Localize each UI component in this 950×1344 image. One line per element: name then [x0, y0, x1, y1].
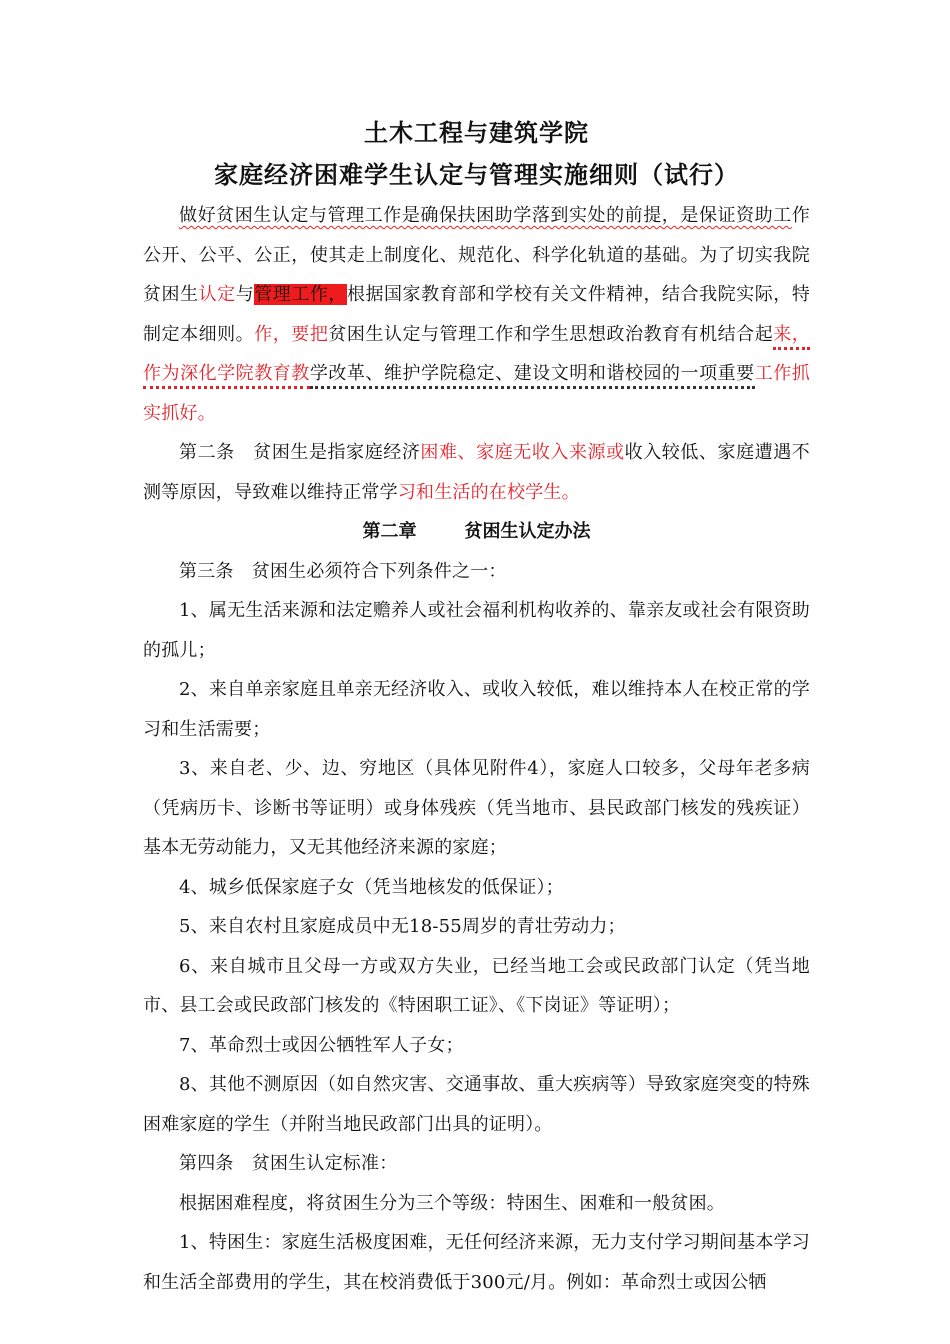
condition-item: 6、来自城市且父母一方或双方失业，已经当地工会或民政部门认定（凭当地市、县工会或民政部门核发的《特困职工证》、《下岗证》等证明）；	[143, 955, 810, 1016]
chapter-number: 第二章	[362, 521, 417, 542]
highlighted-text: 管理工作，	[254, 284, 347, 305]
dotted-text: 学改革、维护学院稳定、建设文明和谐校园的一项重要	[310, 363, 755, 389]
red-text: 认定	[198, 284, 236, 305]
document-title-line1: 土木工程与建筑学院	[364, 118, 589, 147]
condition-item: 7、革命烈士或因公牺牲军人子女；	[179, 1034, 464, 1056]
chapter-name: 贫困生认定办法	[464, 521, 591, 542]
article-2: 第二条 贫困生是指家庭经济困难、家庭无收入来源或收入较低、家庭遭遇不测等原因，导致难以维持正常学习和生活的在校学生。	[143, 442, 810, 503]
red-text: 习和生活的在校学生。	[397, 481, 580, 503]
condition-item: 1、属无生活来源和法定赡养人或社会福利机构收养的、靠亲友或社会有限资助的孤儿；	[143, 600, 810, 661]
condition-item: 3、来自老、少、边、穷地区（具体见附件4），家庭人口较多，父母年老多病（凭病历卡、诊断书等证明）或身体残疾（凭当地市、县民政部门核发的残疾证）基本无劳动能力，又无其他经济来源的家庭；	[143, 758, 810, 858]
red-text: 困难、家庭无收入来源或	[420, 442, 625, 463]
article-3: 第三条 贫困生必须符合下列条件之一：	[179, 560, 507, 582]
red-text: 作，要把	[254, 323, 329, 345]
condition-item: 4、城乡低保家庭子女（凭当地核发的低保证）；	[179, 876, 564, 898]
level-1-definition: 1、特困生：家庭生活极度困难，无任何经济来源，无力支付学习期间基本学习和生活全部费用的学生，其在校消费低于300元/月。例如：革命烈士或因公牺	[143, 1232, 810, 1293]
intro-underlined-text: 做好贫困生认定与管理工作是确保扶困助学落到实处的前提，是保证资助工	[179, 205, 792, 226]
document-title-line2: 家庭经济困难学生认定与管理实施细则（试行）	[214, 160, 739, 189]
condition-item: 5、来自农村且家庭成员中无18-55周岁的青壮劳动力；	[179, 916, 626, 937]
red-dotted-text: 来，作为深化学院教育教	[143, 324, 810, 390]
intro-paragraph: 做好贫困生认定与管理工作是确保扶困助学落到实处的前提，是保证资助工作公开、公平、公正，使其走上制度化、规范化、科学化轨道的基础。为了切实我院贫困生认定与管理工作，根据国家教育部和学校有关文件精神，结合我院实际，特制定本细则。作，要把贫困生认定与管理工作和学生思想政治教育有机结合起来，作为深化学院教育教学改革、维护学院稳定、建设文明和谐校园的一项重要工作抓实抓好。	[143, 205, 811, 424]
article-4-intro: 根据困难程度，将贫困生分为三个等级：特困生、困难和一般贫困。	[179, 1192, 725, 1214]
condition-item: 2、来自单亲家庭且单亲无经济收入、或收入较低，难以维持本人在校正常的学习和生活需要；	[143, 679, 810, 740]
red-text: 工作抓实抓好。	[143, 363, 810, 424]
condition-item: 8、其他不测原因（如自然灾害、交通事故、重大疾病等）导致家庭突变的特殊困难家庭的学生（并附当地民政部门出具的证明）。	[143, 1074, 810, 1135]
article-4: 第四条 贫困生认定标准：	[179, 1153, 398, 1174]
chapter-heading	[143, 512, 810, 552]
